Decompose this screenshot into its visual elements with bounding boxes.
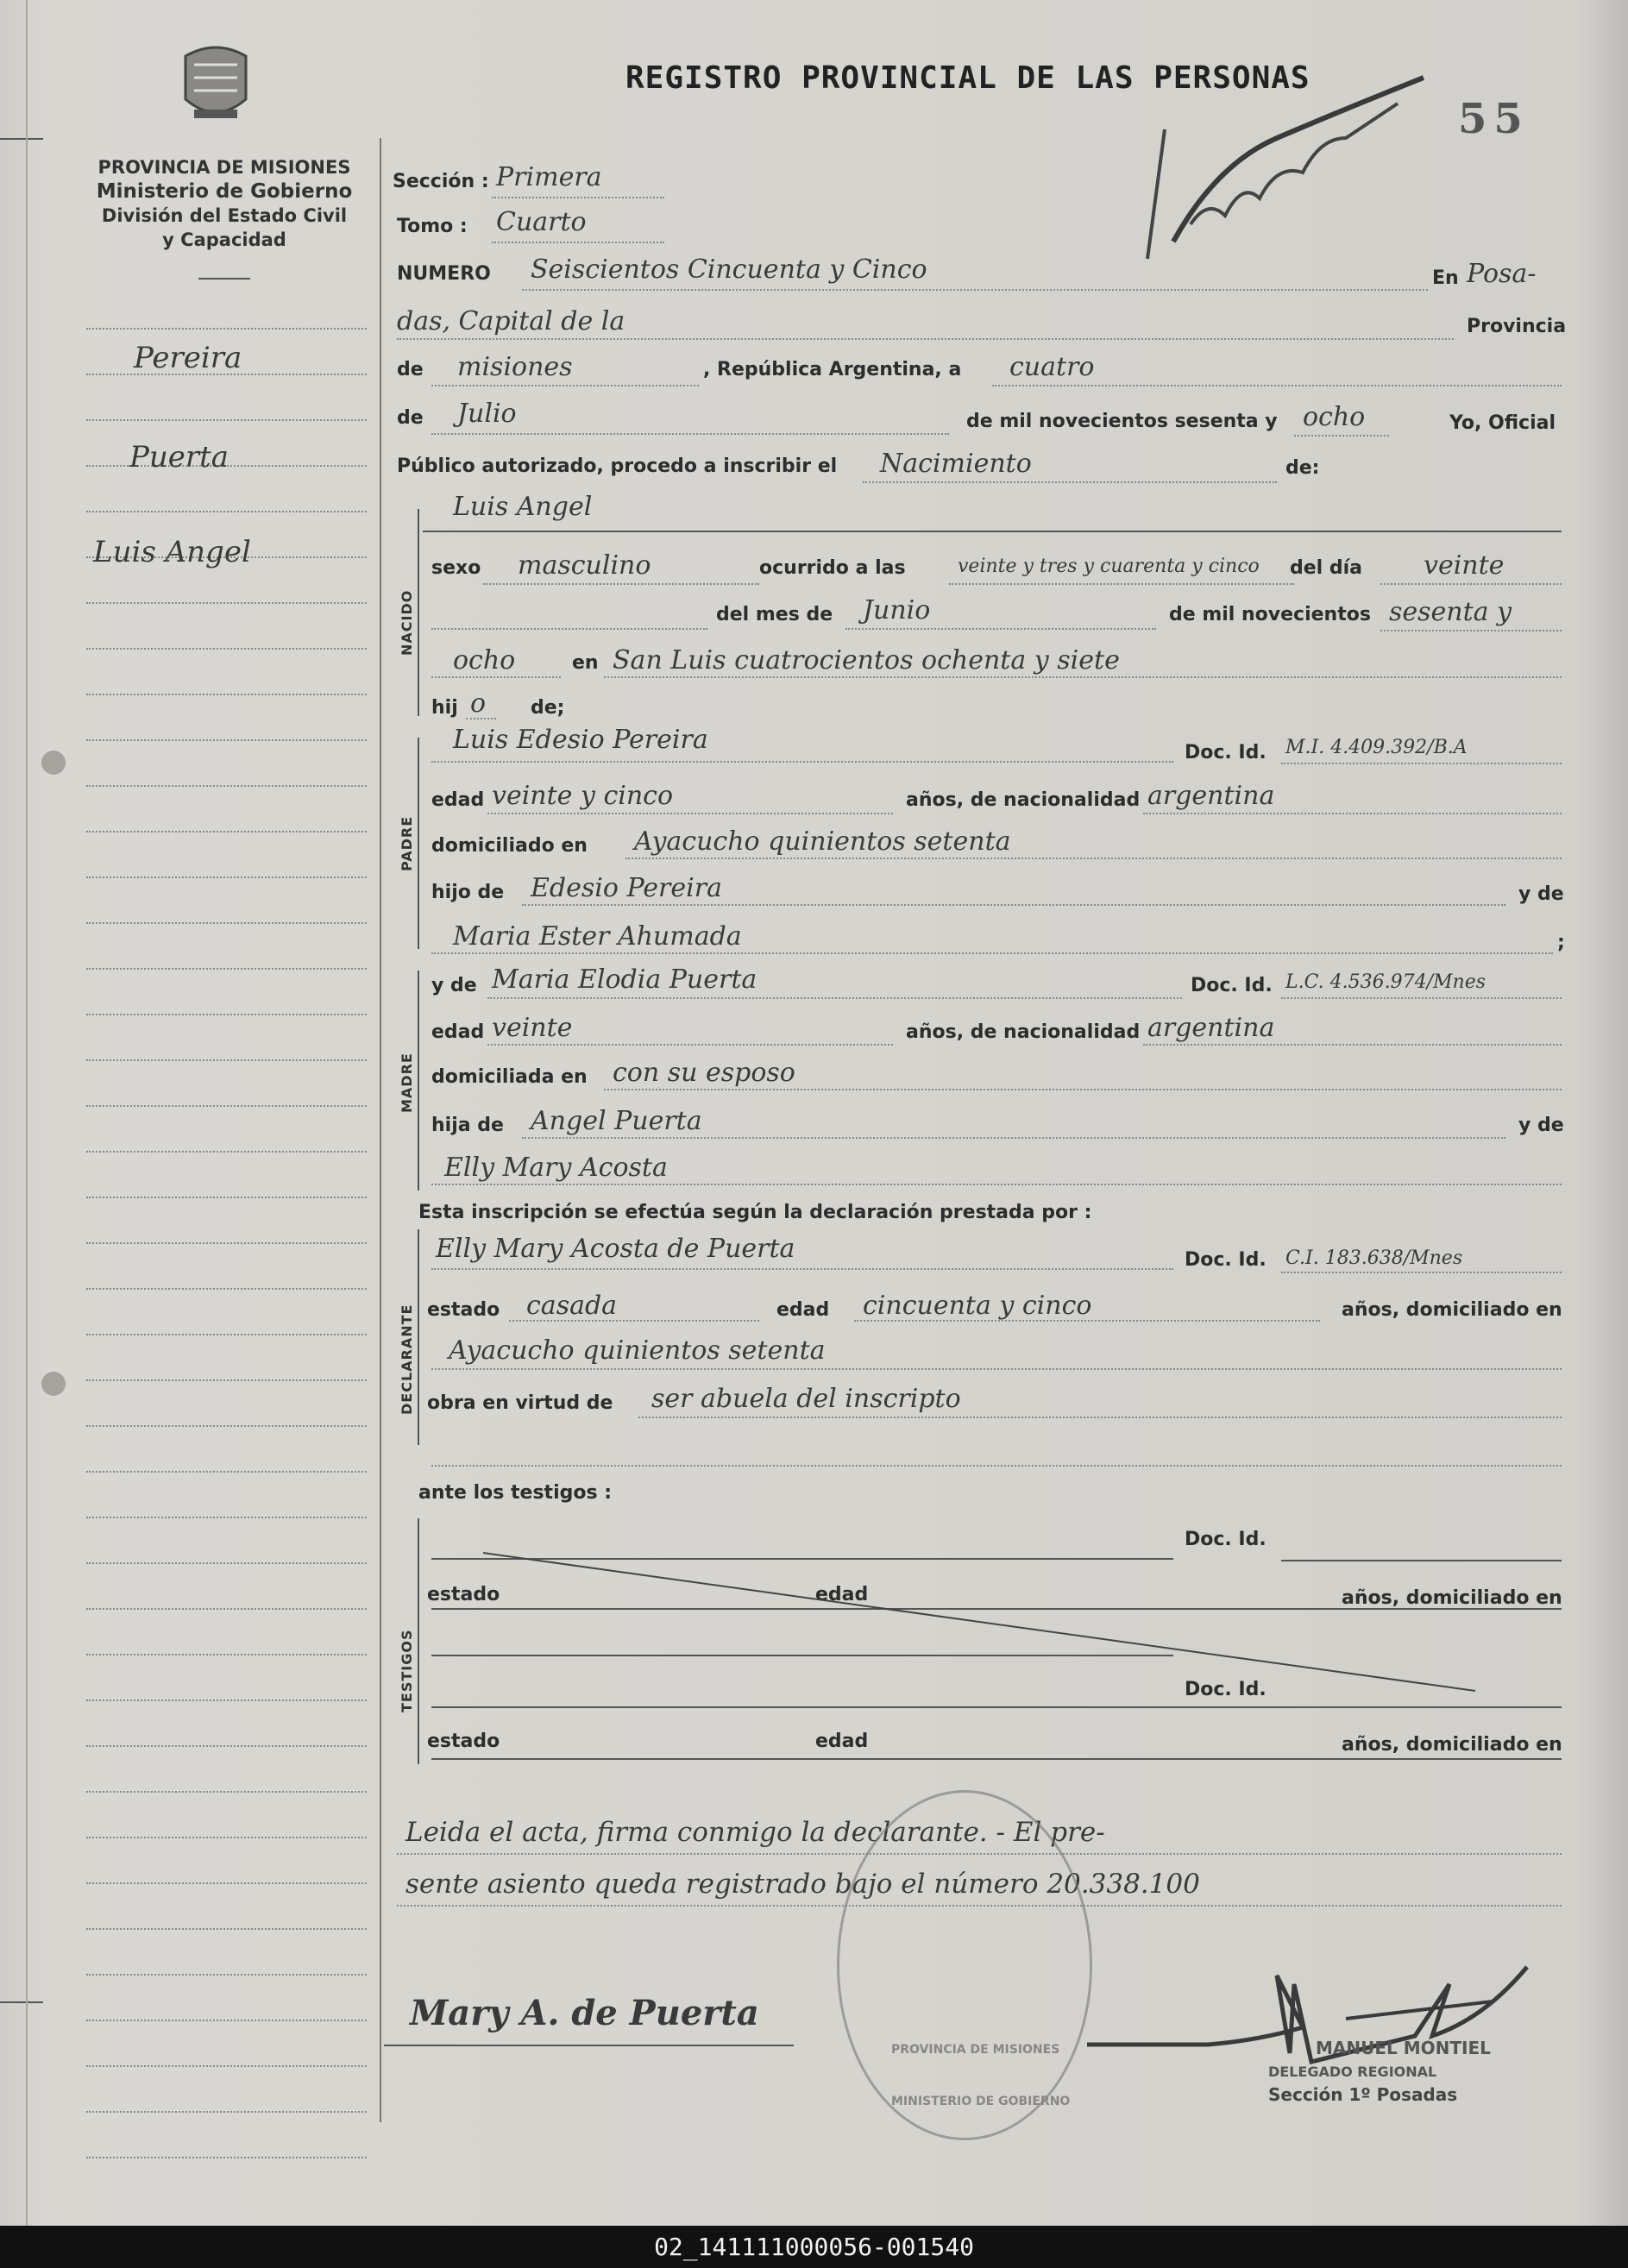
testigo2-edad-label: edad [815, 1731, 869, 1752]
de2-value: Julio [457, 399, 517, 429]
testigo2-estado-label: estado [427, 1731, 500, 1752]
yo-oficial-label: Yo, Oficial [1449, 412, 1556, 434]
margin-rule [86, 2020, 367, 2021]
seccion-value: Primera [496, 162, 602, 192]
section-label-declarante: DECLARANTE [399, 1304, 415, 1415]
official-stamp [837, 1790, 1092, 2140]
birthplace-value: San Luis cuatrocientos ochenta y siete [613, 645, 1120, 675]
margin-rule [86, 648, 367, 650]
margin-rule [86, 1699, 367, 1701]
madre-domicilio-label: domiciliada en [431, 1066, 588, 1088]
padre-name: Luis Edesio Pereira [453, 725, 708, 755]
rule [625, 858, 1562, 859]
margin-rule [86, 2111, 367, 2113]
testigo1-domicilio-label: años, domiciliado en [1342, 1587, 1562, 1609]
binding-hole [41, 1372, 66, 1396]
declarante-doc-value: C.I. 183.638/Mnes [1285, 1247, 1463, 1269]
declarante-domicilio-value: Ayacucho quinientos setenta [449, 1335, 826, 1366]
margin-rule [86, 968, 367, 970]
testigo1-edad-label: edad [815, 1584, 869, 1605]
office-ministry: Ministerio de Gobierno [96, 180, 353, 203]
margin-rule [86, 1014, 367, 1015]
cancellation-line [483, 1544, 1484, 1699]
margin-rule [86, 1151, 367, 1153]
coat-of-arms-icon [177, 39, 255, 125]
margin-surname-mother: Puerta [129, 440, 229, 474]
margin-rule [86, 1608, 367, 1610]
ocurrido-value: veinte y tres y cuarenta y cinco [958, 556, 1260, 577]
margin-rule [86, 1562, 367, 1564]
padre-domicilio-label: domiciliado en [431, 835, 588, 857]
madre-domicilio-value: con su esposo [613, 1058, 795, 1088]
section-label-madre: MADRE [399, 1052, 415, 1113]
sexo-label: sexo [431, 557, 481, 579]
margin-rule [86, 1425, 367, 1427]
rule [949, 583, 1294, 585]
rule [483, 583, 759, 585]
tomo-label: Tomo : [397, 216, 468, 237]
stamp-province: PROVINCIA DE MISIONES [891, 2043, 1060, 2057]
binding-stitch [0, 138, 43, 140]
declarante-estado-label: estado [427, 1299, 500, 1321]
issuing-office [69, 155, 380, 252]
rule [492, 242, 664, 243]
image-id-label: 02_141111000056-001540 [654, 2233, 974, 2261]
closing-line-2: sente asiento queda registrado bajo el número 20.338.100 [405, 1869, 1200, 1900]
margin-rule [86, 1197, 367, 1198]
del-dia-value: veinte [1424, 550, 1505, 581]
rule [466, 718, 496, 719]
rule [604, 1089, 1562, 1090]
rule [1380, 583, 1562, 585]
rule [638, 1417, 1562, 1418]
section-label-testigos: TESTIGOS [399, 1629, 415, 1712]
stamp-ministry: MINISTERIO DE GOBIERNO [891, 2095, 1071, 2108]
madre-yde2-label: y de [1518, 1115, 1564, 1136]
padre-hijo-value: Edesio Pereira [531, 873, 722, 903]
mil-value: ocho [1303, 402, 1366, 432]
margin-rule [86, 831, 367, 832]
margin-rule [86, 1242, 367, 1244]
madre-yde-label: y de [431, 975, 477, 996]
mes-value: Junio [863, 595, 931, 625]
rule [1281, 997, 1562, 999]
mil-novecientos-value: sesenta y [1389, 597, 1512, 627]
mil-label: de mil novecientos sesenta y [966, 411, 1278, 432]
margin-rule [86, 739, 367, 741]
rule [863, 481, 1277, 483]
margin-rule [86, 1517, 367, 1518]
testigo1-estado-label: estado [427, 1584, 500, 1605]
margin-rule [86, 1928, 367, 1930]
margin-rule [86, 1745, 367, 1747]
de-value: misiones [457, 352, 573, 382]
rule [522, 1137, 1505, 1139]
numero-label: NUMERO [397, 263, 491, 285]
margin-separator [380, 138, 381, 2122]
office-capacity: y Capacidad [162, 229, 286, 250]
mil-novecientos-label: de mil novecientos [1169, 604, 1371, 625]
rule [604, 676, 1562, 678]
obra-label: obra en virtud de [427, 1392, 613, 1414]
tomo-value: Cuarto [496, 207, 587, 237]
rule [423, 531, 1562, 532]
rule [431, 433, 949, 435]
republica-label: , República Argentina, a [703, 359, 962, 380]
rule [384, 2045, 794, 2046]
office-division: División del Estado Civil [101, 205, 348, 226]
declarante-doc-label: Doc. Id. [1185, 1249, 1267, 1271]
declarante-domicilio-label: años, domiciliado en [1342, 1299, 1562, 1321]
madre-doc-value: L.C. 4.536.974/Mnes [1285, 971, 1487, 993]
ocurrido-label: ocurrido a las [759, 557, 906, 579]
rule [1281, 1272, 1562, 1273]
en-value-a: Posa- [1467, 259, 1537, 289]
section-bar-testigos [418, 1518, 419, 1764]
hij-value: o [470, 688, 487, 719]
declarant-signature: Mary A. de Puerta [410, 1993, 759, 2033]
padre-nacionalidad-value: argentina [1147, 781, 1275, 811]
republica-value: cuatro [1009, 352, 1095, 382]
rule [992, 385, 1562, 386]
rule [431, 1465, 1562, 1467]
declarante-edad-value: cincuenta y cinco [863, 1291, 1092, 1321]
section-bar-nacido [418, 509, 419, 716]
rule [854, 1320, 1320, 1322]
binding-stitch [0, 2001, 43, 2003]
birthplace-label: en [572, 652, 599, 674]
page-number: 55 [1458, 95, 1530, 143]
section-label-nacido: NACIDO [399, 589, 415, 656]
madre-edad-value: veinte [492, 1013, 573, 1043]
margin-rule [86, 511, 367, 512]
hij-de-label: de; [531, 697, 565, 719]
margin-given-name: Luis Angel [93, 535, 251, 569]
margin-rule [86, 2065, 367, 2067]
madre-name: Maria Elodia Puerta [492, 964, 757, 995]
margin-rule [86, 602, 367, 604]
padre-nacionalidad-label: años, de nacionalidad [906, 789, 1141, 811]
margin-rule [86, 1837, 367, 1838]
madre-doc-label: Doc. Id. [1191, 975, 1273, 996]
margin-rule [86, 876, 367, 878]
margin-rule [86, 2157, 367, 2158]
margin-rule [86, 1288, 367, 1290]
padre-semicolon: ; [1557, 932, 1565, 953]
section-bar-madre [418, 971, 419, 1191]
padre-yde-label: y de [1518, 883, 1564, 905]
marginal-signature [1139, 60, 1449, 267]
office-underline [198, 278, 250, 280]
year-ocho-value: ocho [453, 645, 516, 675]
rule [492, 197, 664, 198]
rule [431, 761, 1173, 763]
mes-label: del mes de [716, 604, 833, 625]
margin-rule [86, 1471, 367, 1473]
padre-doc-label: Doc. Id. [1185, 742, 1267, 763]
padre-edad-label: edad [431, 789, 485, 811]
margin-rule [86, 328, 367, 330]
rule [487, 997, 1182, 999]
padre-hijo-label: hijo de [431, 882, 505, 903]
provincia-label: Provincia [1467, 316, 1567, 337]
madre-hija-label: hija de [431, 1115, 504, 1136]
rule [522, 904, 1505, 906]
en-label: En [1432, 267, 1459, 289]
del-dia-label: del día [1290, 557, 1363, 579]
margin-rule [86, 1059, 367, 1061]
padre-madre-value: Maria Ester Ahumada [453, 921, 742, 952]
madre-hija-value: Angel Puerta [531, 1106, 702, 1136]
seccion-label: Sección : [393, 171, 489, 192]
margin-surname-father: Pereira [134, 341, 242, 375]
hij-label: hij [431, 697, 458, 719]
closing-line-1: Leida el acta, firma conmigo la declarante. - El pre- [405, 1817, 1105, 1848]
officer-section: Sección 1º Posadas [1268, 2084, 1458, 2105]
section-bar-padre [418, 738, 419, 949]
declarante-name: Elly Mary Acosta de Puerta [436, 1234, 795, 1264]
office-province: PROVINCIA DE MISIONES [97, 157, 351, 178]
rule [1281, 763, 1562, 764]
margin-rule [86, 419, 367, 421]
officer-role: DELEGADO REGIONAL [1268, 2064, 1437, 2080]
margin-rule [86, 1974, 367, 1976]
rule [522, 289, 1428, 291]
rule [487, 813, 893, 814]
margin-rule [86, 1105, 367, 1107]
rule [487, 1044, 893, 1046]
testigos-intro: ante los testigos : [418, 1482, 613, 1504]
margin-rule [86, 1654, 367, 1655]
rule [431, 676, 561, 678]
testigo2-doc-label: Doc. Id. [1185, 1679, 1267, 1700]
rule [845, 628, 1156, 630]
de2-label: de [397, 407, 424, 429]
declaracion-intro: Esta inscripción se efectúa según la declaración prestada por : [418, 1202, 1092, 1223]
binding-line [26, 0, 28, 2226]
binding-hole [41, 751, 66, 775]
madre-nacionalidad-value: argentina [1147, 1013, 1275, 1043]
declarante-edad-label: edad [776, 1299, 830, 1321]
rule [431, 1758, 1562, 1760]
rule [1143, 813, 1562, 814]
de3-label: de: [1285, 457, 1320, 479]
rule [397, 338, 1454, 340]
section-label-padre: PADRE [399, 815, 415, 871]
obra-value: ser abuela del inscripto [651, 1384, 961, 1414]
madre-nacionalidad-label: años, de nacionalidad [906, 1021, 1141, 1043]
rule [431, 1268, 1173, 1270]
rule [431, 1184, 1562, 1185]
rule [431, 952, 1553, 954]
document-title: REGISTRO PROVINCIAL DE LAS PERSONAS [625, 60, 1311, 96]
madre-abuela-value: Elly Mary Acosta [444, 1153, 668, 1183]
margin-rule [86, 785, 367, 787]
rule [431, 628, 707, 630]
publico-value: Nacimiento [880, 449, 1032, 479]
padre-domicilio-value: Ayacucho quinientos setenta [634, 826, 1011, 857]
rule [431, 1368, 1562, 1370]
margin-rule [86, 1334, 367, 1335]
padre-edad-value: veinte y cinco [492, 781, 674, 811]
officer-name: MANUEL MONTIEL [1316, 2038, 1491, 2058]
testigo1-doc-label: Doc. Id. [1185, 1529, 1267, 1550]
rule [1380, 630, 1562, 631]
footer-band [0, 2226, 1628, 2268]
margin-rule [86, 694, 367, 695]
section-bar-declarante [418, 1229, 419, 1445]
margin-rule [86, 1791, 367, 1793]
padre-doc-value: M.I. 4.409.392/B.A [1285, 737, 1468, 758]
margin-rule [86, 922, 367, 924]
testigo2-domicilio-label: años, domiciliado en [1342, 1734, 1562, 1756]
rule [509, 1320, 759, 1322]
publico-label: Público autorizado, procedo a inscribir el [397, 455, 838, 477]
nacido-name: Luis Angel [453, 492, 593, 522]
margin-rule [86, 1882, 367, 1884]
en-value-b: das, Capital de la [397, 306, 625, 336]
margin-rule [86, 1379, 367, 1381]
rule [1294, 435, 1389, 437]
rule [1143, 1044, 1562, 1046]
de-label: de [397, 359, 424, 380]
rule [431, 385, 699, 386]
madre-edad-label: edad [431, 1021, 485, 1043]
declarante-estado-value: casada [526, 1291, 618, 1321]
rule [431, 1706, 1562, 1708]
numero-value: Seiscientos Cincuenta y Cinco [531, 254, 927, 285]
sexo-value: masculino [518, 550, 651, 581]
